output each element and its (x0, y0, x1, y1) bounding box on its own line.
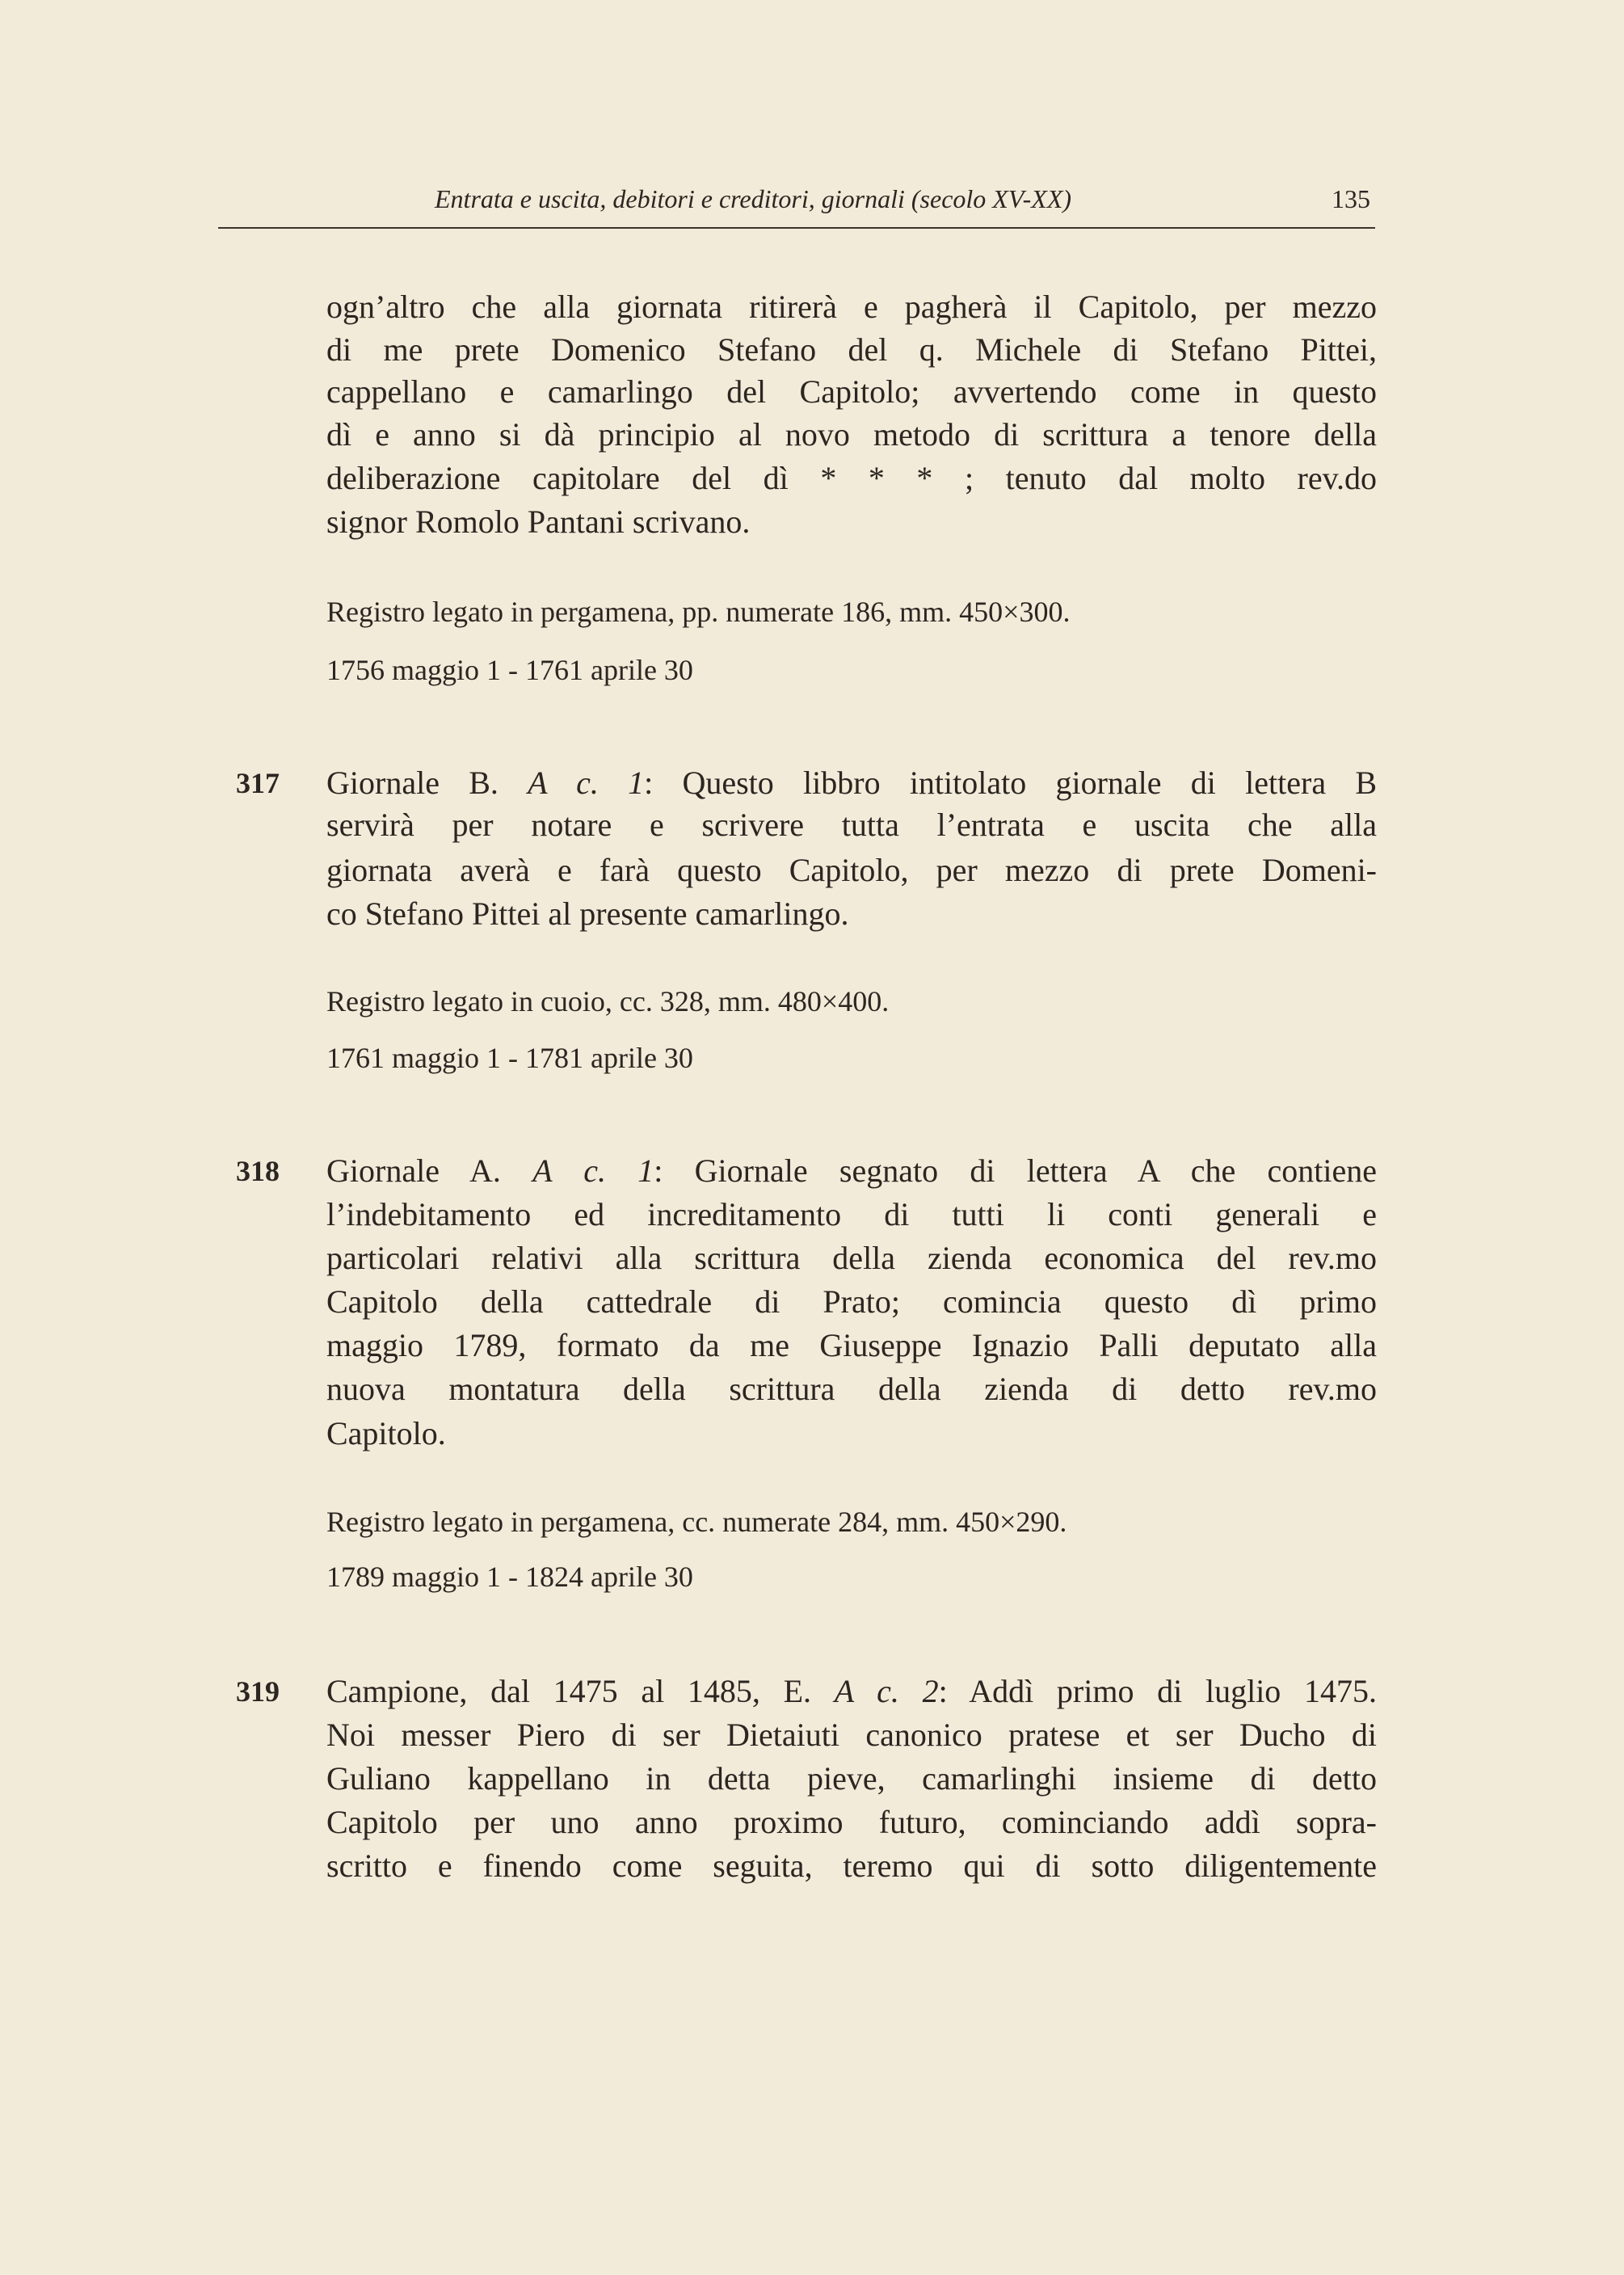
entry-ref: A c. 1 (528, 765, 645, 801)
text-line: ogn’altro che alla giornata ritirerà e pagherà il Capitolo, per mezzo (326, 289, 1377, 325)
running-title: Entrata e uscita, debitori e creditori, giornali (secolo XV-XX) (435, 184, 1072, 213)
text-fragment: : Giornale segnato di lettera A che contiene (654, 1152, 1378, 1189)
date-range: 1789 maggio 1 - 1824 aprile 30 (326, 1561, 693, 1593)
header-rule (218, 227, 1375, 229)
entry-ref: A c. 2 (834, 1673, 939, 1709)
text-line: Capitolo. (326, 1415, 446, 1451)
text-line: servirà per notare e scrivere tutta l’entrata e uscita che alla (326, 807, 1377, 843)
text-fragment: : Addì primo di luglio 1475. (938, 1673, 1378, 1709)
page-number: 135 (1332, 184, 1370, 213)
text-line: nuova montatura della scrittura della zienda di detto rev.mo (326, 1371, 1377, 1407)
text-line: cappellano e camarlingo del Capitolo; avvertendo come in questo (326, 373, 1377, 410)
text-line: scritto e finendo come seguita, teremo qui di sotto diligentemente (326, 1847, 1377, 1884)
text-line: dì e anno si dà principio al novo metodo di scrittura a tenore della (326, 416, 1377, 453)
text-line: maggio 1789, formato da me Giuseppe Ignazio Palli deputato alla (326, 1327, 1377, 1363)
date-range: 1761 maggio 1 - 1781 aprile 30 (326, 1042, 693, 1074)
register-description: Registro legato in pergamena, pp. numerate 186, mm. 450×300. (326, 596, 1071, 628)
register-description: Registro legato in cuoio, cc. 328, mm. 480×400. (326, 985, 890, 1017)
text-line: di me prete Domenico Stefano del q. Michele di Stefano Pittei, (326, 331, 1377, 368)
text-line: co Stefano Pittei al presente camarlingo. (326, 895, 849, 932)
entry-title: Giornale B. (326, 765, 499, 801)
entry-number: 318 (236, 1155, 280, 1187)
text-line: deliberazione capitolare del dì * * * ; tenuto dal molto rev.do (326, 460, 1377, 496)
entry-number: 317 (236, 767, 280, 799)
text-line (326, 761, 1377, 805)
text-line: signor Romolo Pantani scrivano. (326, 503, 751, 540)
text-line: Guliano kappellano in detta pieve, camarlinghi insieme di detto (326, 1760, 1377, 1797)
text-line: particolari relativi alla scrittura della zienda economica del rev.mo (326, 1240, 1377, 1276)
text-fragment: : Questo libbro intitolato giornale di lettera B (644, 765, 1378, 801)
text-line (326, 1149, 1377, 1193)
date-range: 1756 maggio 1 - 1761 aprile 30 (326, 654, 693, 686)
entry-title: Giornale A. (326, 1152, 501, 1189)
text-line: Noi messer Piero di ser Dietaiuti canonico pratese et ser Ducho di (326, 1717, 1377, 1753)
text-line: l’indebitamento ed increditamento di tutti li conti generali e (326, 1196, 1377, 1232)
text-line (326, 1670, 1377, 1713)
entry-number: 319 (236, 1675, 280, 1708)
text-line: Capitolo della cattedrale di Prato; comincia questo dì primo (326, 1283, 1377, 1320)
register-description: Registro legato in pergamena, cc. numerate 284, mm. 450×290. (326, 1506, 1067, 1538)
entry-ref: A c. 1 (532, 1152, 654, 1189)
entry-title: Campione, dal 1475 al 1485, E. (326, 1673, 812, 1709)
text-line: giornata averà e farà questo Capitolo, per mezzo di prete Domeni- (326, 852, 1377, 888)
text-line: Capitolo per uno anno proximo futuro, cominciando addì sopra- (326, 1804, 1377, 1840)
